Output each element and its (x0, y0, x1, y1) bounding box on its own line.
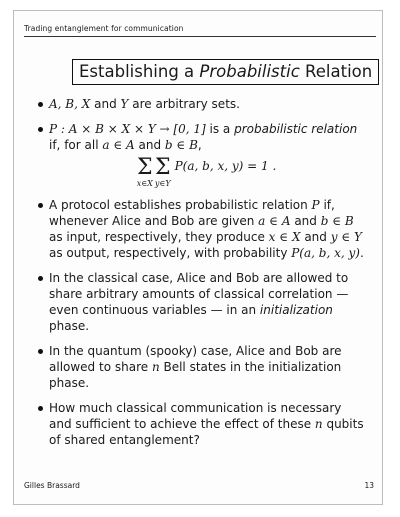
display-equation (49, 157, 364, 188)
text: and (300, 230, 331, 244)
emph-prob-relation: probabilistic relation (234, 122, 358, 136)
text: In the classical case, Alice and Bob are allowed to share arbitrary amounts of classical correlation — even continuous variables — in an (49, 271, 349, 317)
math-probability: P(a, b, x, y) (291, 246, 360, 260)
text: and (290, 214, 321, 228)
text: if, whenever Alice and Bob are given (49, 198, 335, 228)
text: phase. (49, 319, 90, 333)
footer-author: Gilles Brassard (24, 481, 80, 490)
text: How much classical communication is necessary and sufficient to achieve the effect of these (49, 401, 342, 431)
sum-y (155, 157, 171, 188)
text: is a (205, 122, 235, 136)
math-b-in-B: b ∈ B (320, 214, 354, 228)
text: and (134, 138, 165, 152)
text: qubits of shared entanglement? (49, 417, 364, 447)
text: and (90, 97, 121, 111)
sum-y-subscript: y∈Y (154, 179, 171, 188)
math-sets: A, B, X (49, 97, 91, 111)
math-a-in-A: a ∈ A (258, 214, 291, 228)
math-n: n (151, 360, 160, 374)
sigma-icon: Σ (137, 155, 153, 180)
bullet-question (38, 400, 364, 448)
bullet-protocol (38, 197, 364, 261)
running-header: Trading entanglement for communication (24, 24, 184, 33)
header-rule (24, 36, 376, 37)
sum-x-subscript: x∈X (136, 179, 153, 188)
math-p-def: P : A × B × X × Y → [0, 1] (49, 122, 206, 136)
bullet-definition (38, 121, 364, 188)
math-n: n (314, 417, 323, 431)
title-pre: Establishing a (79, 62, 200, 81)
math-y-in-Y: y ∈ Y (330, 230, 362, 244)
sum-expression: P(a, b, x, y) = 1 . (174, 159, 277, 173)
text: as output, respectively, with probability (49, 246, 292, 260)
sigma-icon: Σ (154, 155, 171, 180)
math-y: Y (120, 97, 129, 111)
math-x-in-X: x ∈ X (268, 230, 301, 244)
math-a-in-A: a ∈ A (102, 138, 135, 152)
title-post: Relation (299, 62, 373, 81)
bullet-quantum (38, 343, 364, 391)
bullet-sets (38, 96, 364, 112)
text: as input, respectively, they produce (49, 230, 269, 244)
text: . (359, 246, 364, 260)
text: if, for all (49, 138, 103, 152)
math-p: P (311, 198, 320, 212)
text: A protocol establishes probabilistic relation (49, 198, 312, 212)
title-emph: Probabilistic (199, 62, 300, 81)
slide-content (38, 96, 364, 457)
text: are arbitrary sets. (128, 97, 240, 111)
text: Bell states in the initialization phase. (49, 360, 342, 390)
math-b-in-B: b ∈ B (164, 138, 198, 152)
text: , (197, 138, 202, 152)
sum-x (137, 157, 153, 188)
text: In the quantum (spooky) case, Alice and Bob are allowed to share (49, 344, 342, 374)
bullet-classical (38, 270, 364, 334)
emph-initialization: initialization (259, 303, 333, 317)
slide-title (72, 59, 379, 85)
double-sum (137, 157, 277, 188)
page-number: 13 (364, 481, 374, 490)
